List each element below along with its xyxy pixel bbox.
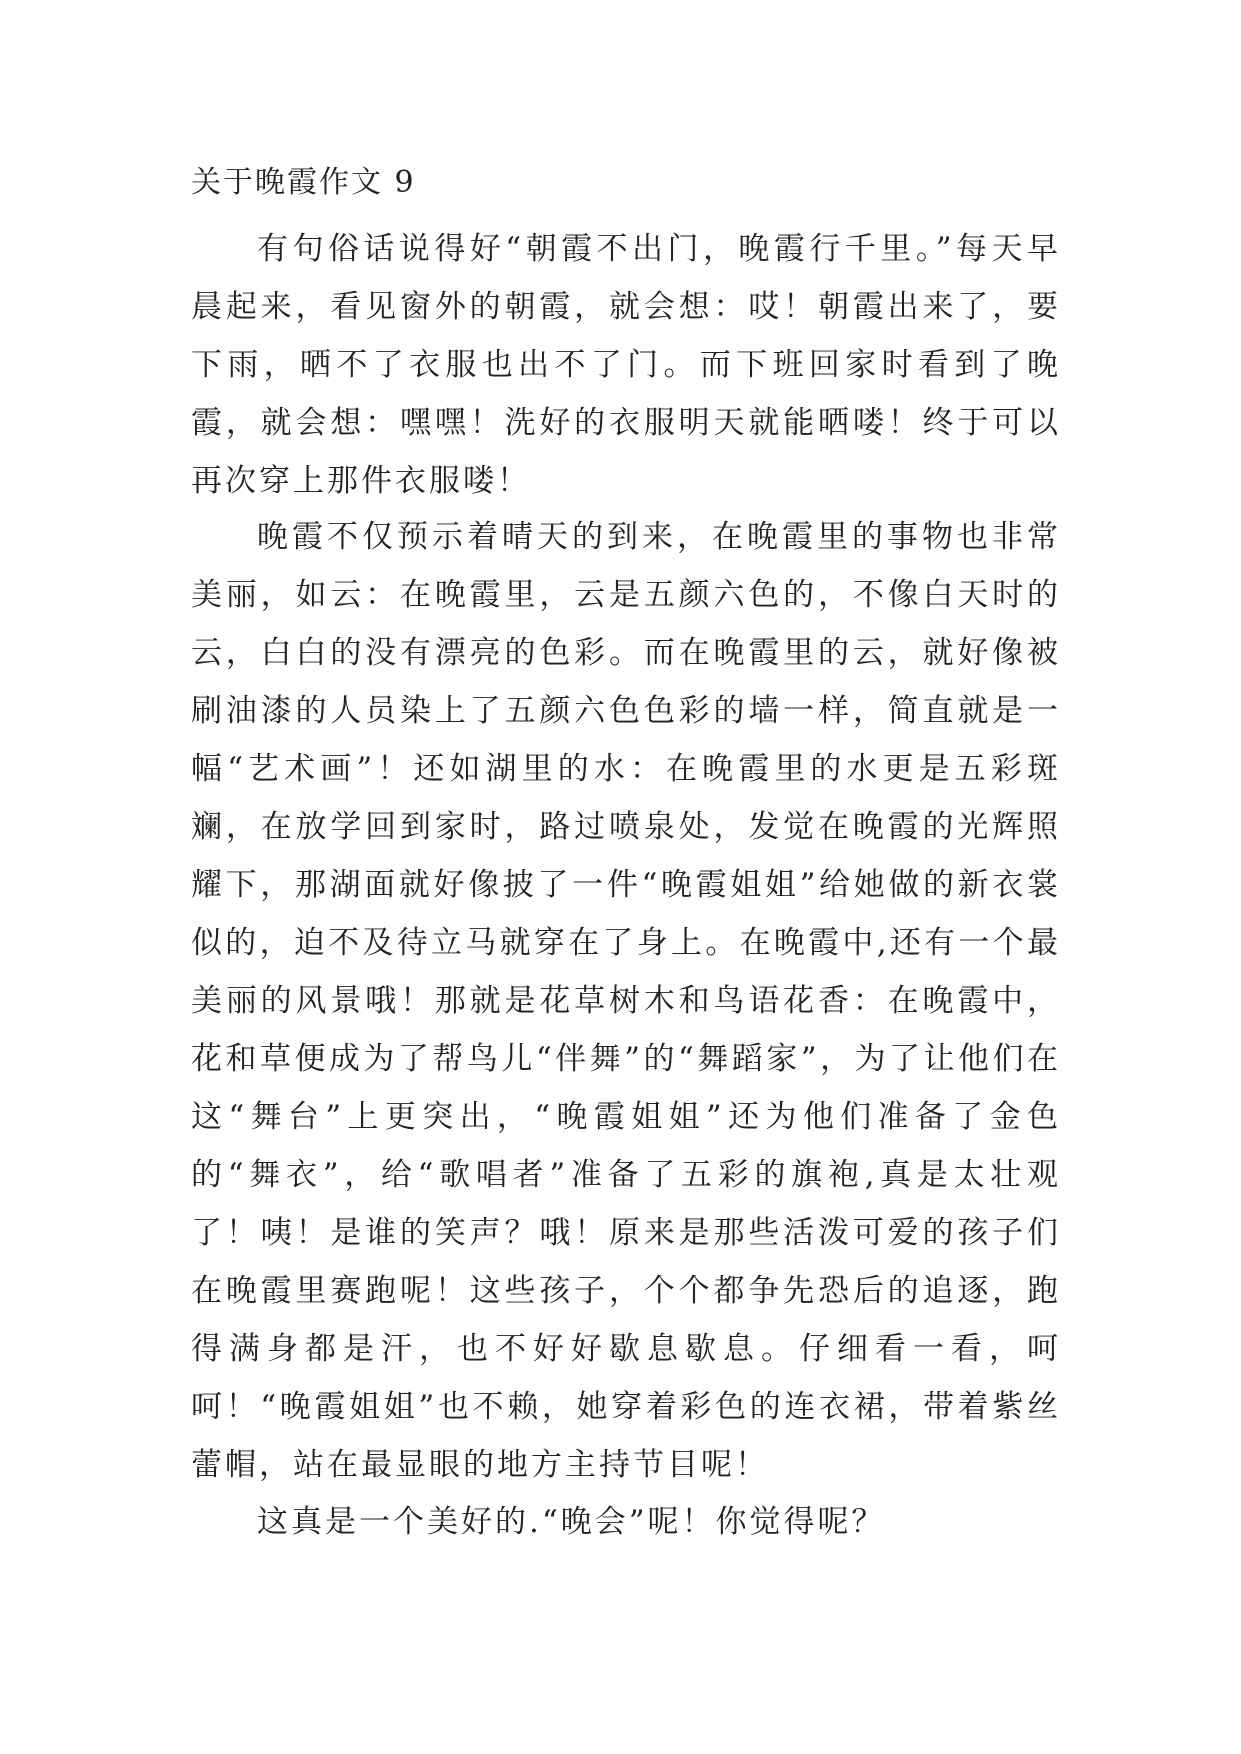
paragraph-2: 晚霞不仅预示着晴天的到来，在晚霞里的事物也非常美丽，如云：在晚霞里，云是五颜六色的，不像白天时的云，白白的没有漂亮的色彩。而在晚霞里的云，就好像被刷油漆的人员染上了五颜六色色彩的墙一样，简直就是一幅“艺术画”！还如湖里的水：在晚霞里的水更是五彩斑斓，在放学回到家时，路过喷泉处，发觉在晚霞的光辉照耀下，那湖面就好像披了一件“晚霞姐姐”给她做的新衣裳似的，迫不及待立马就穿在了身上。在晚霞中,还有一个最美丽的风景哦！那就是花草树木和鸟语花香：在晚霞中，花和草便成为了帮鸟儿“伴舞”的“舞蹈家”，为了让他们在这“舞台”上更突出，“晚霞姐姐”还为他们准备了金色的“舞衣”，给“歌唱者”准备了五彩的旗袍,真是太壮观了！咦！是谁的笑声？哦！原来是那些活泼可爱的孩子们在晚霞里赛跑呢！这些孩子，个个都争先恐后的追逐，跑得满身都是汗，也不好好歇息歇息。仔细看一看，呵呵！“晚霞姐姐”也不赖，她穿着彩色的连衣裙，带着紫丝蕾帽，站在最显眼的地方主持节目呢！ (191, 519, 1061, 1483)
paragraph-1: 有句俗话说得好“朝霞不出门，晚霞行千里。”每天早晨起来，看见窗外的朝霞，就会想：哎！朝霞出来了，要下雨，晒不了衣服也出不了门。而下班回家时看到了晚霞，就会想：嘿嘿！洗好的衣服明天就能晒喽！终于可以再次穿上那件衣服喽！ (191, 231, 1061, 499)
paragraph-3: 这真是一个美好的.“晚会”呢！你觉得呢？ (257, 1504, 886, 1540)
document-title: 关于晚霞作文 9 (191, 165, 416, 200)
